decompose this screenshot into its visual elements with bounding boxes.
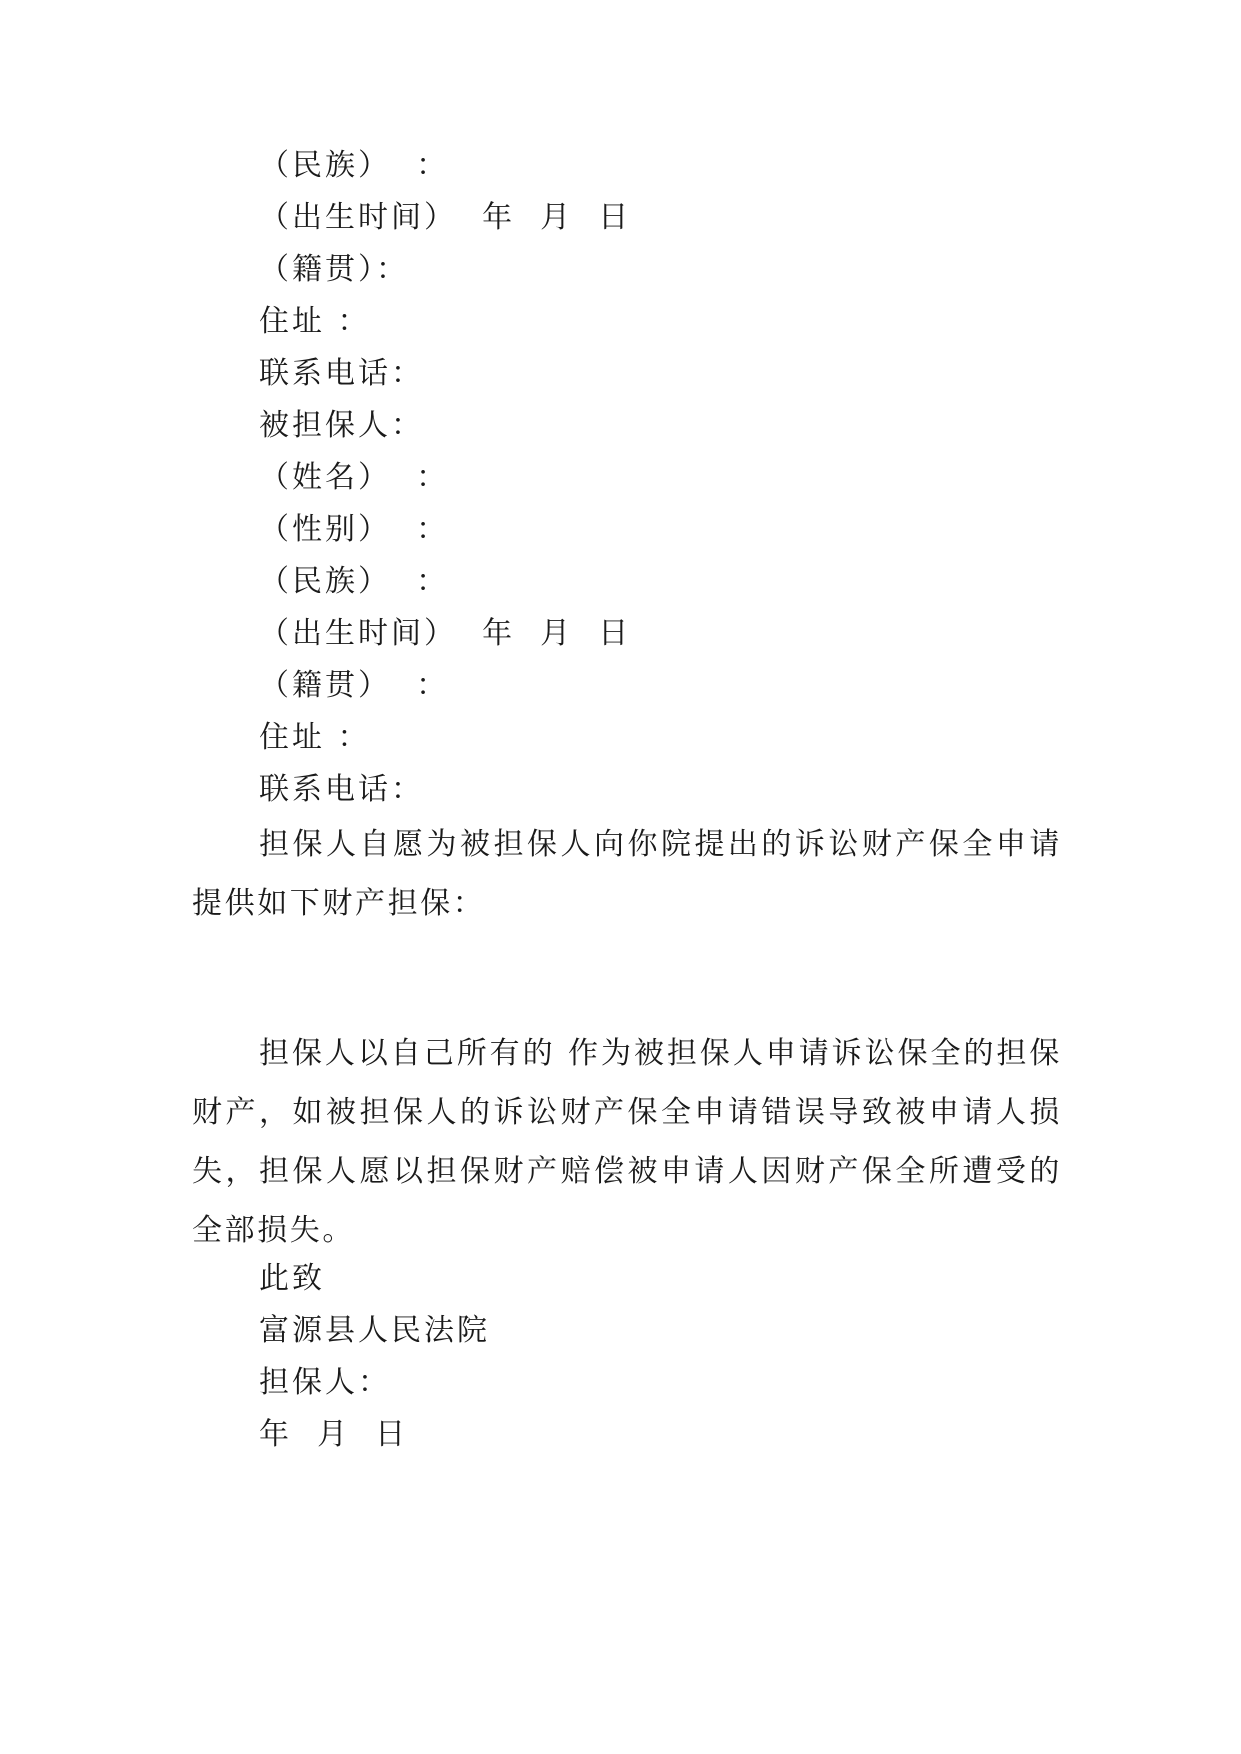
guarantor-birth-field: （出生时间） 年 月 日 [259, 200, 632, 235]
guarantor-signature-line: 担保人： [259, 1365, 391, 1400]
guarantor-address-field: 住址 ： [259, 304, 371, 339]
guaranteed-phone-field: 联系电话： [259, 772, 424, 807]
guarantor-native-place-field: （籍贯）： [259, 252, 409, 287]
guarantee-statement-paragraph: 担保人自愿为被担保人向你院提出的诉讼财产保全申请提供如下财产担保： [192, 827, 1062, 921]
guaranteed-party-heading: 被担保人： [259, 408, 424, 443]
salutation: 此致 [259, 1261, 325, 1296]
signature-date: 年 月 日 [259, 1417, 409, 1452]
guaranteed-name-field: （姓名） ： [259, 460, 450, 495]
guarantor-ethnicity-field: （民族） ： [259, 148, 450, 183]
guarantee-property-paragraph: 担保人以自己所有的 作为被担保人申请诉讼保全的担保财产，如被担保人的诉讼财产保全申请错误导致被申请人损失，担保人愿以担保财产赔偿被申请人因财产保全所遭受的全部损失。 [192, 1036, 1062, 1248]
guaranteed-gender-field: （性别） ： [259, 512, 450, 547]
guaranteed-birth-field: （出生时间） 年 月 日 [259, 616, 632, 651]
court-name: 富源县人民法院 [259, 1313, 490, 1348]
guaranteed-native-place-field: （籍贯） ： [259, 668, 450, 703]
guaranteed-ethnicity-field: （民族） ： [259, 564, 450, 599]
guaranteed-address-field: 住址 ： [259, 720, 371, 755]
guarantor-phone-field: 联系电话： [259, 356, 424, 391]
